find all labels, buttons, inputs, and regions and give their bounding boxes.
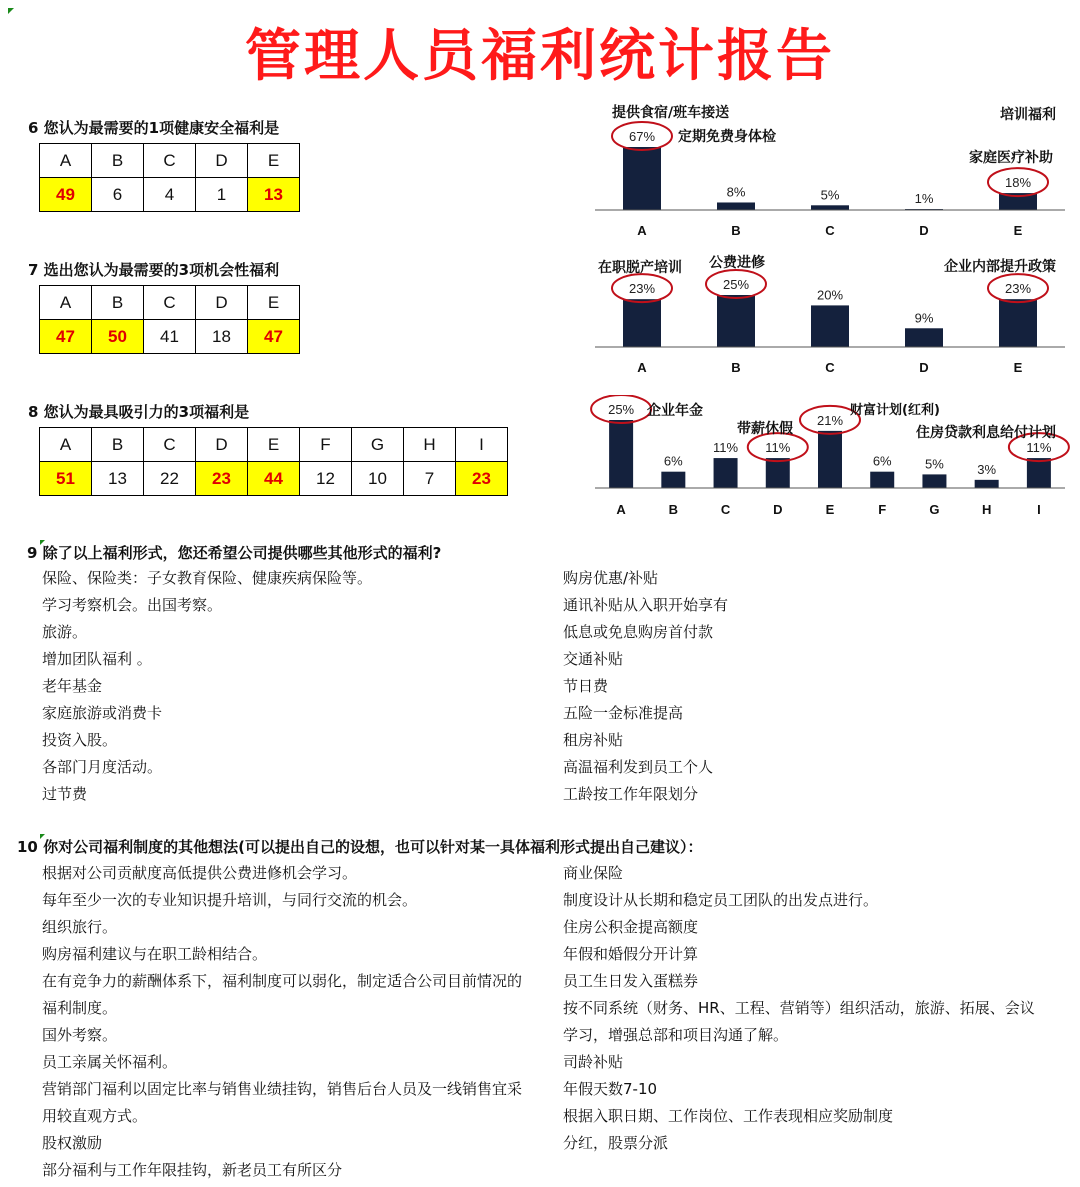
q9-right-list [563,565,728,808]
bar-value-label: 18% [1004,175,1032,191]
option-letter-cell: G [352,428,404,462]
option-letter-cell: C [144,428,196,462]
bar [623,147,661,210]
option-count-cell: 50 [92,320,144,354]
list-item: 学习，增强总部和项目沟通了解。 [563,1026,789,1044]
q9-number: 9 [27,544,38,562]
q9-label: 除了以上福利形式，您还希望公司提供哪些其他形式的福利? [42,544,442,562]
table-value-row [40,462,508,496]
category-tick-label: F [878,502,887,517]
bar [905,328,943,347]
list-item: 高温福利发到员工个人 [563,758,714,776]
option-letter-cell: C [144,144,196,178]
category-tick-label: A [637,223,647,238]
option-count-cell: 47 [248,320,300,354]
list-item: 增加团队福利 。 [42,650,152,668]
list-item: 通讯补贴从入职开始享有 [563,596,729,614]
list-item: 购房福利建议与在职工龄相结合。 [42,945,268,963]
option-letter-cell: A [40,286,92,320]
option-letter-cell: E [248,428,300,462]
bar [818,431,842,488]
bar [766,458,790,488]
q6-answer-table [39,143,300,212]
category-tick-label: C [825,223,835,238]
q10-number: 10 [17,838,38,856]
chart-q6-annotation: 培训福利 [1000,107,1056,123]
list-item: 根据对公司贡献度高低提供公费进修机会学习。 [42,864,358,882]
option-count-cell: 7 [404,462,456,496]
bar-value-label: 11% [713,440,739,456]
bar [661,472,685,488]
option-letter-cell: D [196,286,248,320]
chart-q6-annotation: 提供食宿/班车接送 [612,105,730,121]
category-tick-label: E [1013,223,1023,238]
bar-value-label: 25% [608,402,635,417]
bar-value-label: 11% [1026,440,1052,456]
table-header-row [40,286,300,320]
category-tick-label: B [731,360,741,375]
bar-value-label: 11% [765,440,791,456]
q7-label: 7 选出您认为最需要的3项机会性福利 [28,261,280,279]
list-item: 家庭旅游或消费卡 [42,704,163,722]
q7-answer-table [39,285,300,354]
list-item: 年假和婚假分开计算 [563,945,699,963]
list-item: 投资入股。 [42,731,118,749]
option-letter-cell: B [92,286,144,320]
list-item: 分红，股票分派 [563,1134,669,1152]
option-count-cell: 23 [456,462,508,496]
bar [999,299,1037,347]
q9-heading [27,542,441,563]
bar [922,474,946,488]
option-letter-cell: B [92,428,144,462]
option-letter-cell: H [404,428,456,462]
list-item: 年假天数7-10 [563,1080,658,1098]
list-item: 租房补贴 [563,731,624,749]
q9-left-list [42,565,372,808]
list-item: 制度设计从长期和稳定员工团队的出发点进行。 [563,891,879,909]
list-item: 司龄补贴 [563,1053,624,1071]
category-tick-label: D [773,502,783,517]
option-letter-cell: D [196,428,248,462]
list-item: 部分福利与工作年限挂钩，新老员工有所区分 [42,1161,343,1179]
bar-value-label: 23% [628,281,656,297]
bar-value-label: 1% [914,191,934,207]
category-tick-label: A [616,502,626,517]
option-letter-cell: D [196,144,248,178]
bar-value-label: 21% [816,412,844,428]
q8-answer-table [39,427,508,496]
bar-value-label: 8% [726,184,746,200]
option-letter-cell: B [92,144,144,178]
list-item: 福利制度。 [42,999,118,1017]
category-tick-label: D [919,223,929,238]
bar [609,420,633,488]
option-count-cell: 44 [248,462,300,496]
list-item: 商业保险 [563,864,624,882]
option-count-cell: 18 [196,320,248,354]
category-tick-label: C [720,502,731,517]
option-count-cell: 13 [248,178,300,212]
bar-value-label: 5% [820,187,840,203]
list-item: 营销部门福利以固定比率与销售业绩挂钩，销售后台人员及一线销售宜采 [42,1080,523,1098]
option-letter-cell: A [40,428,92,462]
option-letter-cell: C [144,286,196,320]
list-item: 每年至少一次的专业知识提升培训，与同行交流的机会。 [42,891,418,909]
chart-q8-annotation: 财富计划(红利) [850,403,940,418]
option-count-cell: 51 [40,462,92,496]
bar-value-label: 5% [925,456,944,472]
bar [717,202,755,210]
table-value-row [40,178,300,212]
chart-q8-annotation: 住房贷款利息给付计划 [916,425,1056,441]
chart-q6-annotation: 定期免费身体检 [678,129,776,145]
list-item: 节日费 [563,677,609,695]
category-tick-label: E [1013,360,1023,375]
bar [1027,458,1051,488]
q10-left-list [42,860,522,1184]
page-title: 管理人员福利统计报告 [245,24,835,89]
list-item: 各部门月度活动。 [42,758,163,776]
list-item: 员工亲属关怀福利。 [42,1053,178,1071]
bar-value-label: 3% [977,461,997,477]
list-item: 住房公积金提高额度 [563,918,699,936]
list-item: 工龄按工作年限划分 [563,785,699,803]
bar-value-label: 6% [872,453,892,469]
option-letter-cell: F [300,428,352,462]
list-item: 国外考察。 [42,1026,118,1044]
category-tick-label: B [731,223,741,238]
list-item: 按不同系统（财务、HR、工程、营销等）组织活动，旅游、拓展、会议 [563,999,1035,1017]
list-item: 交通补贴 [563,650,624,668]
list-item: 组织旅行。 [42,918,118,936]
bar [811,205,849,210]
option-count-cell: 49 [40,178,92,212]
q10-right-list [563,860,1035,1157]
category-tick-label: G [929,502,940,517]
table-header-row [40,428,508,462]
category-tick-label: A [637,360,647,375]
option-letter-cell: E [248,286,300,320]
bar [975,480,999,488]
option-count-cell: 6 [92,178,144,212]
bar-value-label: 25% [722,277,750,292]
chart-q7-annotation: 企业内部提升政策 [944,259,1056,275]
bar-value-label: 6% [663,453,683,469]
list-item: 旅游。 [42,623,88,641]
category-tick-label: B [668,502,679,517]
chart-q8-annotation: 带薪休假 [737,421,793,437]
bar-value-label: 20% [816,287,844,303]
bar-value-label: 9% [914,310,934,326]
list-item: 五险一金标准提高 [563,704,684,722]
option-count-cell: 47 [40,320,92,354]
bar [870,472,894,488]
list-item: 股权激励 [42,1134,103,1152]
category-tick-label: H [981,502,992,517]
table-value-row [40,320,300,354]
q8-label: 8 您认为最具吸引力的3项福利是 [28,403,250,421]
option-count-cell: 10 [352,462,404,496]
option-count-cell: 23 [196,462,248,496]
bar [623,299,661,347]
list-item: 用较直观方式。 [42,1107,148,1125]
list-item: 在有竞争力的薪酬体系下，福利制度可以弱化，制定适合公司目前情况的 [42,972,523,990]
list-item: 根据入职日期、工作岗位、工作表现相应奖励制度 [563,1107,894,1125]
category-tick-label: I [1037,502,1041,517]
category-tick-label: E [825,502,835,517]
chart-q6-annotation: 家庭医疗补助 [969,150,1053,166]
option-letter-cell: I [456,428,508,462]
option-count-cell: 12 [300,462,352,496]
category-tick-label: D [919,360,929,375]
list-item: 老年基金 [42,677,103,695]
list-item: 过节费 [42,785,88,803]
list-item: 保险、保险类：子女教育保险、健康疾病保险等。 [42,569,373,587]
bar [811,305,849,347]
option-letter-cell: E [248,144,300,178]
list-item: 低息或免息购房首付款 [563,623,714,641]
list-item: 员工生日发入蛋糕券 [563,972,699,990]
q10-heading [17,836,702,857]
category-tick-label: C [825,360,835,375]
chart-q7-annotation: 公费进修 [709,255,765,271]
chart-q8-annotation: 企业年金 [647,403,703,419]
option-count-cell: 4 [144,178,196,212]
option-count-cell: 13 [92,462,144,496]
option-letter-cell: A [40,144,92,178]
q10-label: 你对公司福利制度的其他想法(可以提出自己的设想，也可以针对某一具体福利形式提出自己建议）： [43,838,703,856]
table-header-row [40,144,300,178]
list-item: 学习考察机会。出国考察。 [42,596,223,614]
q6-label: 6 您认为最需要的1项健康安全福利是 [28,119,280,137]
option-count-cell: 41 [144,320,196,354]
option-count-cell: 1 [196,178,248,212]
bar-value-label: 67% [628,129,656,144]
bar-value-label: 23% [1004,281,1032,297]
bar [714,458,738,488]
chart-q7-annotation: 在职脱产培训 [598,260,682,276]
bar [717,295,755,347]
list-item: 购房优惠/补贴 [563,569,659,587]
option-count-cell: 22 [144,462,196,496]
